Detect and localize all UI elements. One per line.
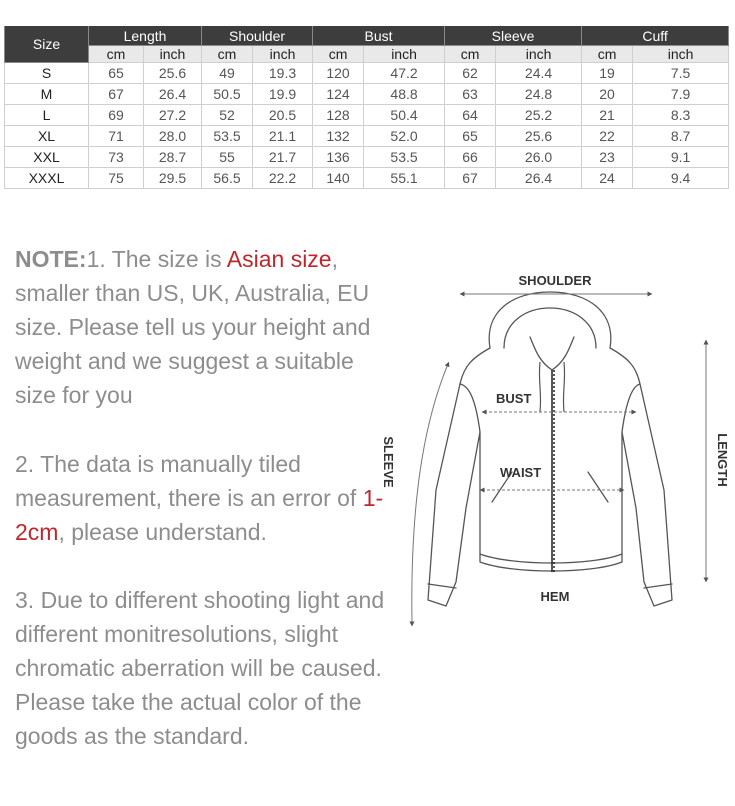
measurement-cell: 22 [582,126,633,147]
hood-outline [489,292,611,348]
measurement-cell: 29.5 [144,168,202,189]
measurement-cell: 50.4 [364,105,445,126]
error-range-highlight: 1-2cm [15,485,384,545]
measurement-cell: 64 [445,105,496,126]
measurement-cell: 48.8 [364,84,445,105]
measurement-cell: 28.0 [144,126,202,147]
table-row [5,126,729,147]
measurement-cell: 8.7 [633,126,729,147]
sleeve-line [412,364,448,624]
measurement-cell: 120 [313,63,364,84]
unit-header-cm: cm [313,46,364,63]
table-row [5,147,729,168]
measurement-cell: 23 [582,147,633,168]
measurement-cell: 56.5 [202,168,253,189]
measurement-cell: 9.1 [633,147,729,168]
note-3: 3. Due to different shooting light and different monitresolutions, slight chromatic aberration will be caused. Please take the actual color of the goods as the standard. [15,587,385,749]
measurement-cell: 50.5 [202,84,253,105]
note-1-suffix: , smaller than US, UK, Australia, EU size. Please tell us your height and weight and we suggest a suitable size for you [15,246,371,408]
unit-header-inch: inch [633,46,729,63]
measurement-cell: 19.3 [253,63,313,84]
table-row [5,168,729,189]
measurement-cell: 9.4 [633,168,729,189]
measurement-cell: 124 [313,84,364,105]
measurement-cell: 20 [582,84,633,105]
table-group-header-row [5,26,729,46]
unit-header-inch: inch [364,46,445,63]
measurement-cell: 19 [582,63,633,84]
bust-label: BUST [496,391,532,406]
measurement-cell: 71 [89,126,144,147]
unit-header-cm: cm [582,46,633,63]
note-1 [15,242,395,412]
measurement-cell: 7.9 [633,84,729,105]
measurement-cell: 73 [89,147,144,168]
measurement-cell: 19.9 [253,84,313,105]
jacket-measurement-diagram [372,262,735,647]
bust-column-header: Bust [313,26,445,46]
measurement-cell: 55 [202,147,253,168]
shoulder-column-header: Shoulder [202,26,313,46]
measurement-cell: 24.4 [496,63,582,84]
measurement-cell: 26.4 [144,84,202,105]
unit-header-cm: cm [202,46,253,63]
size-cell: S [5,63,89,84]
measurement-cell: 21.1 [253,126,313,147]
measurement-cell: 25.2 [496,105,582,126]
hem-label: HEM [540,589,570,604]
measurement-cell: 8.3 [633,105,729,126]
size-cell: M [5,84,89,105]
measurement-cell: 25.6 [144,63,202,84]
asian-size-highlight: Asian size [226,246,332,272]
shoulder-label: SHOULDER [518,273,592,288]
measurement-cell: 22.2 [253,168,313,189]
measurement-cell: 21.7 [253,147,313,168]
measurement-cell: 128 [313,105,364,126]
measurement-cell: 25.6 [496,126,582,147]
measurement-cell: 63 [445,84,496,105]
measurement-cell: 65 [89,63,144,84]
note-2-suffix: , please understand. [58,519,267,545]
unit-header-cm: cm [445,46,496,63]
measurement-cell: 53.5 [364,147,445,168]
measurement-cell: 52.0 [364,126,445,147]
measurement-cell: 55.1 [364,168,445,189]
measurement-cell: 67 [445,168,496,189]
size-column-header: Size [5,26,89,63]
table-units-row [5,46,729,63]
measurement-cell: 26.4 [496,168,582,189]
measurement-cell: 65 [445,126,496,147]
table-row [5,105,729,126]
size-cell: XL [5,126,89,147]
measurement-cell: 49 [202,63,253,84]
measurement-cell: 24 [582,168,633,189]
note-label: NOTE: [15,246,87,272]
sleeve-column-header: Sleeve [445,26,582,46]
measurement-cell: 132 [313,126,364,147]
table-row [5,84,729,105]
waist-label: WAIST [500,465,542,480]
measurement-cell: 28.7 [144,147,202,168]
size-cell: L [5,105,89,126]
measurement-cell: 21 [582,105,633,126]
measurement-cell: 53.5 [202,126,253,147]
measurement-cell: 24.8 [496,84,582,105]
measurement-cell: 20.5 [253,105,313,126]
unit-header-inch: inch [496,46,582,63]
measurement-cell: 136 [313,147,364,168]
table-row [5,63,729,84]
length-column-header: Length [89,26,202,46]
size-cell: XXXL [5,168,89,189]
unit-header-inch: inch [144,46,202,63]
note-2-prefix: 2. The data is manually tiled measurement, there is an error of [15,451,363,511]
measurement-cell: 66 [445,147,496,168]
length-label: LENGTH [715,433,730,487]
unit-header-inch: inch [253,46,313,63]
sleeve-label: SLEEVE [381,436,396,488]
note-1-prefix: 1. The size is [86,246,227,272]
cuff-column-header: Cuff [582,26,729,46]
size-cell: XXL [5,147,89,168]
note-2 [15,447,395,549]
measurement-cell: 69 [89,105,144,126]
measurement-cell: 75 [89,168,144,189]
measurement-cell: 140 [313,168,364,189]
measurement-cell: 62 [445,63,496,84]
measurement-cell: 27.2 [144,105,202,126]
size-chart-table [4,26,729,189]
measurement-cell: 26.0 [496,147,582,168]
measurement-cell: 52 [202,105,253,126]
measurement-cell: 47.2 [364,63,445,84]
measurement-cell: 7.5 [633,63,729,84]
measurement-cell: 67 [89,84,144,105]
unit-header-cm: cm [89,46,144,63]
